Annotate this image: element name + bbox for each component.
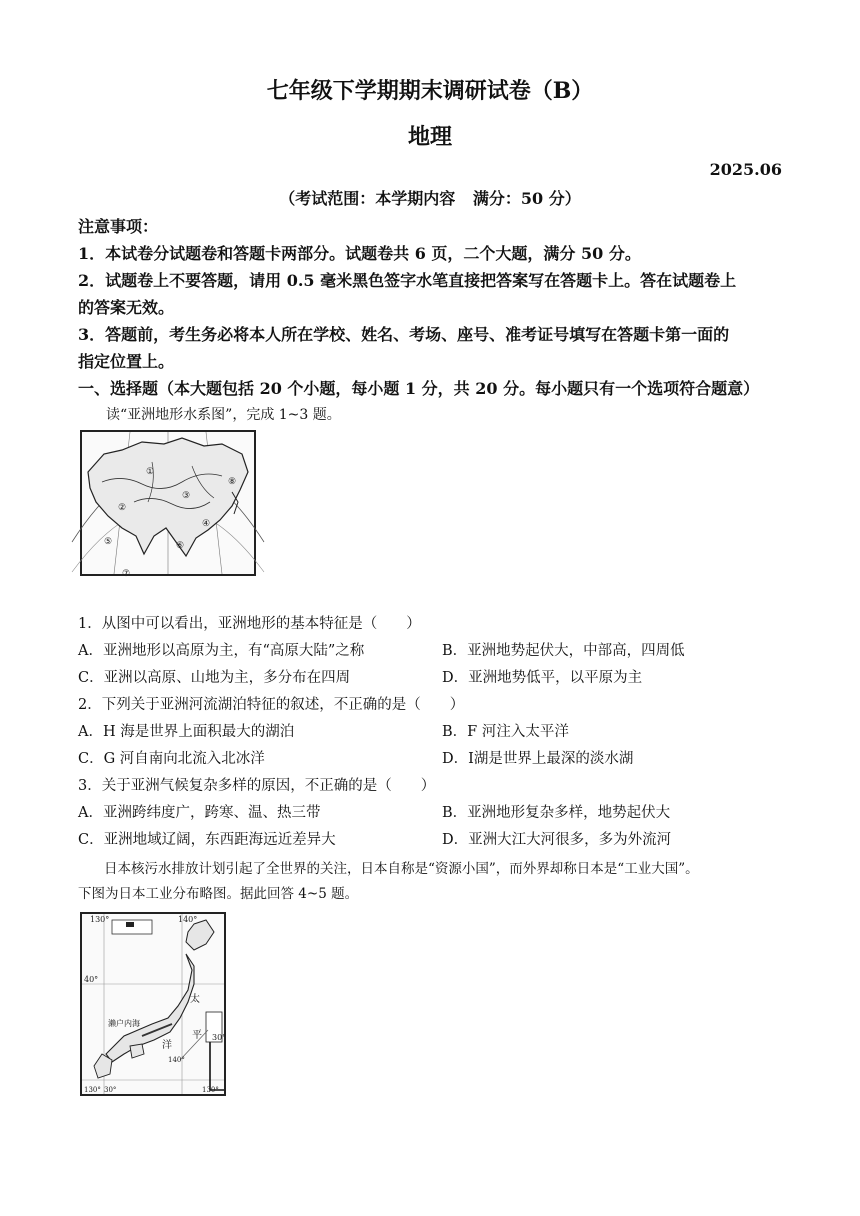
japan-industry-map	[80, 912, 226, 1096]
option-d[interactable]: D．Ⅰ湖是世界上最深的淡水湖	[442, 751, 634, 767]
svg-text:⑦: ⑦	[122, 569, 131, 579]
option-b[interactable]: B．亚洲地势起伏大，中部高，四周低	[442, 643, 685, 659]
notice-heading: 注意事项：	[78, 217, 159, 236]
score-label: 满分：50 分）	[472, 189, 581, 208]
section-heading: 一、选择题（本大题包括 20 个小题，每小题 1 分，共 20 分。每小题只有一个选项符合题意）	[78, 379, 760, 398]
option-c[interactable]: C．G 河自南向北流入北冰洋	[78, 751, 265, 767]
japan-map-figure	[82, 914, 227, 1094]
svg-text:⑧: ⑧	[228, 477, 237, 487]
svg-text:①: ①	[146, 467, 155, 477]
option-c[interactable]: C．亚洲以高原、山地为主，多分布在四周	[78, 670, 351, 686]
question-stem: 2．下列关于亚洲河流湖泊特征的叙述，不正确的是（ ）	[78, 697, 465, 713]
question-stem: 3．关于亚洲气候复杂多样的原因，不正确的是（ ）	[78, 778, 436, 794]
option-a[interactable]: A．亚洲跨纬度广，跨寒、温、热三带	[78, 805, 321, 821]
inland-sea-label: 濑户内海	[108, 1019, 140, 1028]
option-b[interactable]: B．亚洲地形复杂多样，地势起伏大	[442, 805, 671, 821]
notice-item: 1．本试卷分试题卷和答题卡两部分。试题卷共 6 页，二个大题，满分 50 分。	[78, 244, 641, 263]
ocean-label: 平	[192, 1030, 202, 1041]
exam-title: 七年级下学期期末调研试卷（B）	[266, 78, 594, 104]
lon-140-label: 140°	[178, 915, 198, 924]
lat-30-label: 30°	[212, 1033, 227, 1042]
svg-text:③: ③	[182, 491, 191, 501]
svg-text:②: ②	[118, 503, 127, 513]
svg-text:④: ④	[202, 519, 211, 529]
ocean-label: 洋	[162, 1040, 172, 1051]
svg-text:⑤: ⑤	[104, 537, 113, 547]
lat-40-label: 40°	[84, 975, 99, 984]
map1-intro: 读“亚洲地形水系图”，完成 1~3 题。	[106, 407, 341, 423]
notice-item: 指定位置上。	[78, 352, 175, 371]
svg-text:⑥: ⑥	[176, 541, 185, 551]
notice-item: 的答案无效。	[78, 298, 175, 317]
exam-scope	[0, 186, 860, 209]
ocean-label: 太	[190, 994, 200, 1005]
option-a[interactable]: A．H 海是世界上面积最大的湖泊	[78, 724, 295, 740]
asia-terrain-map	[80, 430, 256, 579]
option-d[interactable]: D．亚洲地势低平，以平原为主	[442, 670, 643, 686]
notice-item: 2．试题卷上不要答题，请用 0.5 毫米黑色签字水笔直接把答案写在答题卡上。答在试题卷上	[78, 271, 737, 290]
option-a[interactable]: A．亚洲地形以高原为主，有“高原大陆”之称	[78, 643, 365, 659]
option-c[interactable]: C．亚洲地域辽阔，东西距海远近差异大	[78, 832, 336, 848]
option-d[interactable]: D．亚洲大江大河很多，多为外流河	[442, 832, 672, 848]
lon-bottom-label: 130°	[84, 1086, 101, 1094]
question-stem: 1．从图中可以看出，亚洲地形的基本特征是（ ）	[78, 616, 421, 632]
subject-title: 地理	[407, 124, 452, 150]
option-b[interactable]: B．F 河注入太平洋	[442, 724, 569, 740]
lon-bottom-label: 130°	[202, 1086, 219, 1094]
scope-label: （考试范围：本学期内容	[279, 189, 456, 208]
asia-map-figure	[82, 432, 254, 579]
lat-bottom-label: 30°	[104, 1086, 117, 1094]
map2-intro: 日本核污水排放计划引起了全世界的关注，日本自称是“资源小国”，而外界却称日本是“工业大国”。	[104, 861, 699, 877]
notice-item: 3．答题前，考生务必将本人所在学校、姓名、考场、座号、准考证号填写在答题卡第一面的	[78, 325, 730, 344]
lon-130-label: 130°	[90, 915, 110, 924]
map2-intro-cont: 下图为日本工业分布略图。据此回答 4~5 题。	[78, 886, 359, 902]
lon-bottom-label: 140°	[168, 1056, 185, 1064]
exam-date: 2025.06	[709, 160, 782, 179]
